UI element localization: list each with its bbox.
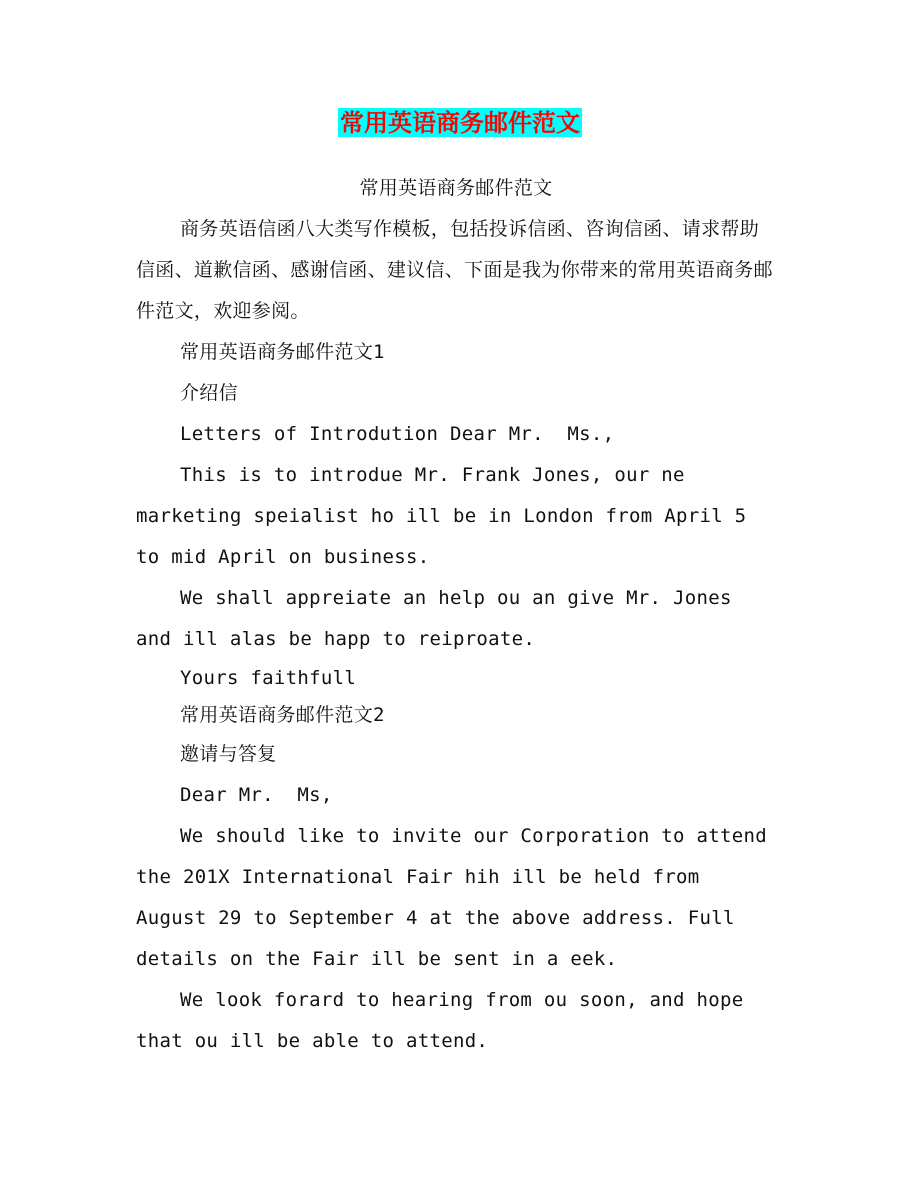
document-title: [0, 106, 920, 140]
intro-paragraph: 商务英语信函八大类写作模板，包括投诉信函、咨询信函、请求帮助信函、道歉信函、感谢信函、建议信、下面是我为你带来的常用英语商务邮件范文，欢迎参阅。: [136, 218, 773, 322]
letter-1-closing: Yours faithfull: [180, 667, 357, 689]
letter-type-2: 邀请与答复: [180, 743, 277, 765]
document-subtitle: 常用英语商务邮件范文: [359, 177, 553, 199]
letter-2-body-1: We should like to invite our Corporation to attend the 201X International Fair hih ill be held from August 29 to September 4 at the above address. Full details on the Fair ill be sent in a eek.: [136, 825, 779, 970]
section-heading-2: 常用英语商务邮件范文2: [180, 704, 385, 726]
title-highlight: 常用英语商务邮件范文: [340, 108, 580, 137]
letter-1-body-2: We shall appreiate an help ou an give Mr. Jones and ill alas be happ to reiproate.: [136, 587, 744, 650]
letter-1-salutation: Letters of Introdution Dear Mr. Ms.,: [180, 423, 615, 445]
letter-1-body-1: This is to introdue Mr. Frank Jones, our ne marketing speialist ho ill be in London from April 5 to mid April on business.: [136, 464, 759, 568]
letter-2-salutation: Dear Mr. Ms,: [180, 784, 333, 806]
section-heading-1: 常用英语商务邮件范文1: [180, 341, 385, 363]
letter-2-body-2: We look forard to hearing from ou soon, and hope that ou ill be able to attend.: [136, 989, 756, 1052]
document-body: [136, 168, 779, 1062]
letter-type-1: 介绍信: [180, 382, 238, 404]
